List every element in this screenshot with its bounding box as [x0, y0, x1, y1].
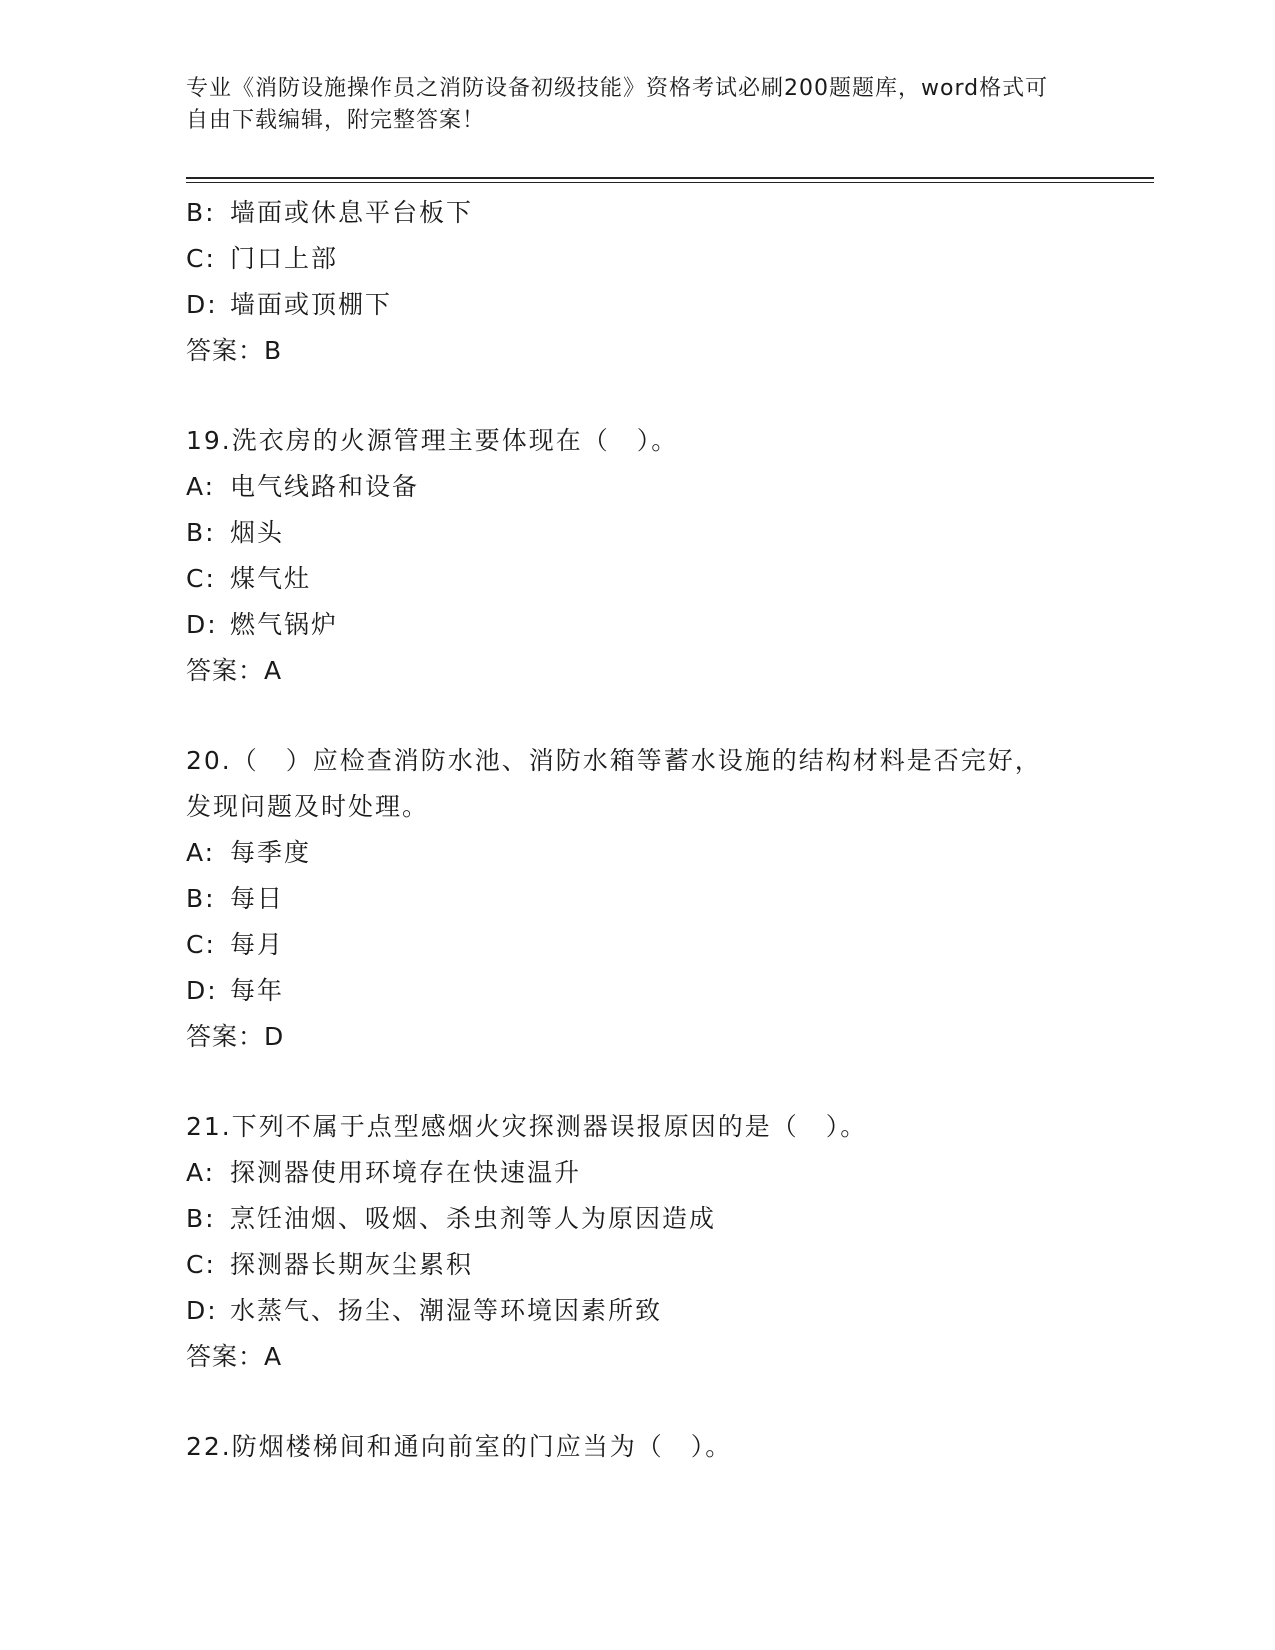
- option-text: 每月: [230, 930, 285, 959]
- option-key: B:: [186, 518, 216, 547]
- answer-line: 答案：B: [186, 336, 283, 365]
- option-text: 探测器长期灰尘累积: [230, 1250, 474, 1279]
- option-key: D:: [186, 290, 218, 319]
- option-text: 墙面或休息平台板下: [230, 198, 474, 227]
- option-c: [186, 1242, 1066, 1288]
- option-text: 每季度: [230, 838, 312, 867]
- option-key: B:: [186, 1204, 216, 1233]
- option-text: 水蒸气、扬尘、潮湿等环境因素所致: [230, 1296, 663, 1325]
- partial-question: [186, 190, 1066, 374]
- question-text: 22.防烟楼梯间和通向前室的门应当为（ ）。: [186, 1432, 733, 1461]
- option-key: C:: [186, 564, 216, 593]
- option-d: [186, 1288, 1066, 1334]
- answer-line: 答案：D: [186, 1022, 285, 1051]
- answer-line: 答案：A: [186, 656, 283, 685]
- question-list: [186, 190, 1066, 1470]
- option-a: [186, 464, 1066, 510]
- option-c: [186, 236, 1066, 282]
- option-b: [186, 1196, 1066, 1242]
- option-text: 每年: [230, 976, 285, 1005]
- option-b: [186, 190, 1066, 236]
- option-d: [186, 968, 1066, 1014]
- document-header: 专业《消防设施操作员之消防设备初级技能》资格考试必刷200题题库，word格式可自由下载编辑，附完整答案！: [186, 76, 1049, 133]
- question-19: [186, 418, 1066, 694]
- option-b: [186, 876, 1066, 922]
- question-text: 19.洗衣房的火源管理主要体现在（ ）。: [186, 426, 679, 455]
- option-key: A:: [186, 838, 216, 867]
- question-20: [186, 738, 1066, 1060]
- option-a: [186, 1150, 1066, 1196]
- option-key: D:: [186, 976, 218, 1005]
- option-text: 烟头: [230, 518, 285, 547]
- option-key: A:: [186, 472, 216, 501]
- option-b: [186, 510, 1066, 556]
- answer-line: 答案：A: [186, 1342, 283, 1371]
- option-text: 墙面或顶棚下: [230, 290, 393, 319]
- option-text: 每日: [230, 884, 285, 913]
- question-21: [186, 1104, 1066, 1380]
- option-key: B:: [186, 884, 216, 913]
- option-d: [186, 602, 1066, 648]
- question-text: 20.（ ）应检查消防水池、消防水箱等蓄水设施的结构材料是否完好，发现问题及时处理。: [186, 746, 1042, 821]
- header-rule-thin: [186, 182, 1154, 183]
- option-text: 烹饪油烟、吸烟、杀虫剂等人为原因造成: [230, 1204, 717, 1233]
- option-key: C:: [186, 930, 216, 959]
- option-c: [186, 556, 1066, 602]
- option-key: D:: [186, 1296, 218, 1325]
- option-key: A:: [186, 1158, 216, 1187]
- option-text: 探测器使用环境存在快速温升: [230, 1158, 582, 1187]
- option-d: [186, 282, 1066, 328]
- option-a: [186, 830, 1066, 876]
- question-22: [186, 1424, 1066, 1470]
- option-text: 门口上部: [230, 244, 339, 273]
- option-text: 电气线路和设备: [230, 472, 420, 501]
- header-rule: [186, 177, 1154, 179]
- option-key: C:: [186, 244, 216, 273]
- option-key: C:: [186, 1250, 216, 1279]
- option-c: [186, 922, 1066, 968]
- option-key: B:: [186, 198, 216, 227]
- option-text: 煤气灶: [230, 564, 312, 593]
- option-text: 燃气锅炉: [230, 610, 339, 639]
- question-text: 21.下列不属于点型感烟火灾探测器误报原因的是（ ）。: [186, 1112, 868, 1141]
- option-key: D:: [186, 610, 218, 639]
